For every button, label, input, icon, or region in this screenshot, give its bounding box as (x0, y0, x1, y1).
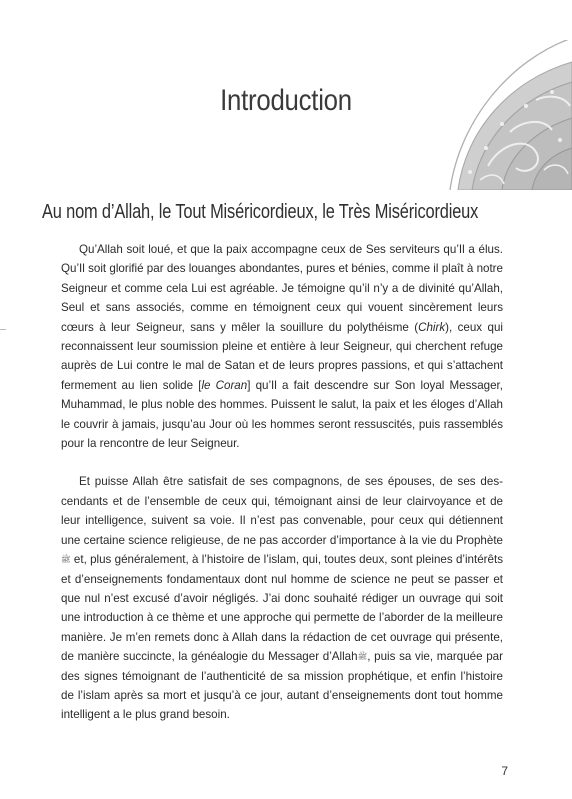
section-heading-text: Au nom d’Allah, le Tout Miséricordieux, le Très Miséricordieux (42, 200, 479, 223)
margin-mark (0, 329, 6, 330)
italic-term: Chirk (418, 320, 446, 334)
paragraph-2: Et puisse Allah être satisfait de ses compagnons, de ses épouses, de ses descendants et de l’ensemble de ceux qui, témoignant ainsi de leur clairvoyance et de leur intelligence, suivent sa voie. Il n’est pas convenable, pour ceux qui détiennent une certaine science religieuse, de ne pas accorder d’importance à la vie du Prophète ﷺ et, plus généralement, à l’histoire de l’islam, qui, toutes deux, sont pleines d’intérêts et d’enseignements fondamentaux dont nul homme de science ne peut se passer et que nul n’est excusé d’avoir négligés. J’ai donc souhaité rédiger un ouvrage qui soit une introduction à ce thème et une approche qui permette de l’aborder de la meilleure manière. Je m’en remets donc à Allah dans la rédaction de cet ouvrage qui présente, de manière succincte, la généalogie du Messager d’Allahﷺ, puis sa vie, marquée par des signes témoignant de l’authenticité de sa mission prophétique, et enfin l’histoire de l’islam après sa mort et jusqu’à ce jour, autant d’enseignements dont tout homme intelligent a le plus grand besoin. (61, 475, 503, 722)
paragraph-1: Qu’Allah soit loué, et que la paix accompagne ceux de Ses serviteurs qu’Il a élus. Qu’Il soit glorifié par des louanges abondantes, pures et bénies, comme il plaît à notre Seigneur et comme cela Lui est agréable. Je témoigne qu’il n’y a de divinité qu’Allah, Seul et sans associés, comme en témoignent ceux qui vouent sincèrement leurs cœurs à leur Seigneur, sans y mêler la souillure du polythéisme (Chirk), ceux qui reconnaissent leur soumission pleine et entière à leur Seigneur, qui cherchent refuge auprès de Lui contre le mal de Satan et de leurs propres passions, et qui s’attachent fermement au lien solide [le Coran] qu’Il a fait descendre sur Son loyal Messager, Muhammad, le plus noble des hommes. Puissent le salut, la paix et les éloges d’Allah le couvrir à jamais, jusqu’au Jour où les hommes seront ressuscités, puis rassemblés pour la rencontre de leur Seigneur. (61, 243, 503, 451)
salutation-glyph: ﷺ (61, 555, 71, 565)
body-text (61, 240, 503, 725)
italic-term: le Coran (201, 378, 248, 392)
salutation-glyph: ﷺ (357, 652, 368, 662)
page-number: 7 (501, 764, 508, 778)
section-heading (28, 199, 568, 225)
page-title: Introduction (220, 84, 352, 117)
